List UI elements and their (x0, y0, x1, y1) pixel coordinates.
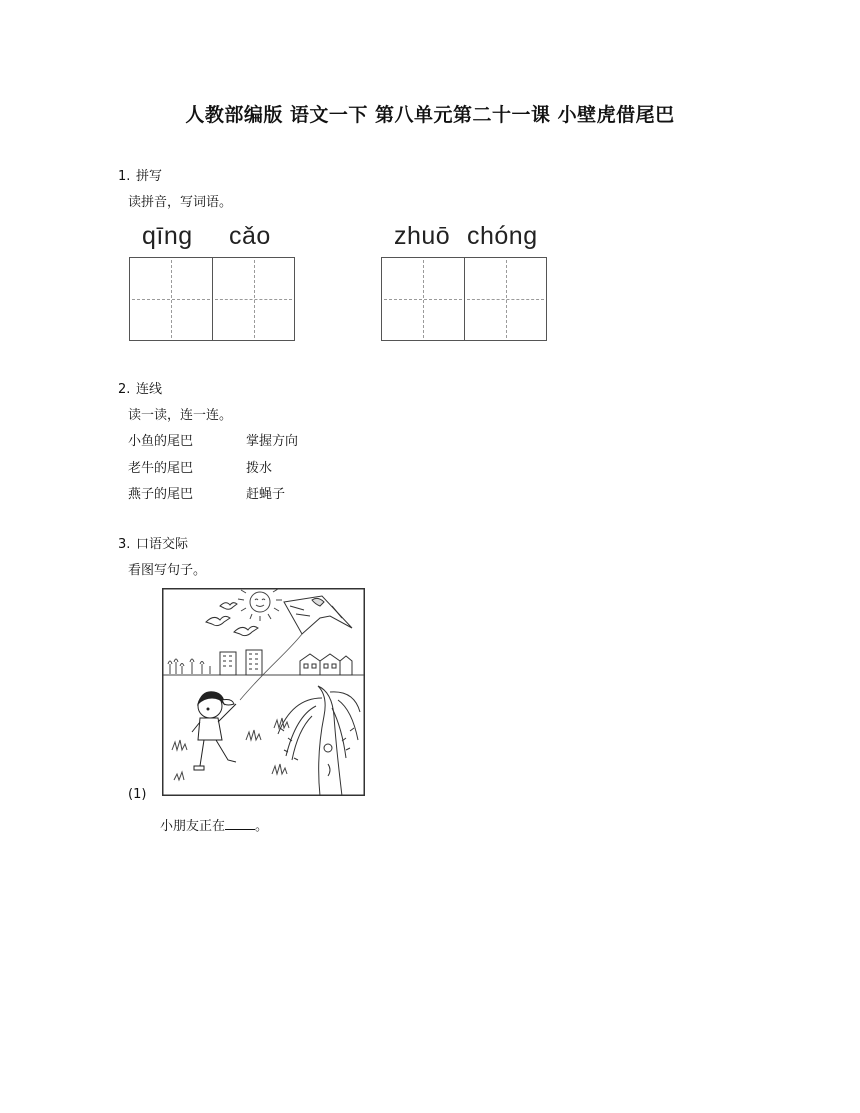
kite-flying-illustration (162, 588, 365, 796)
match-left-item[interactable]: 老牛的尾巴 (128, 461, 194, 476)
writing-grid-2[interactable] (381, 257, 547, 341)
character-box[interactable] (130, 258, 212, 340)
word-block-1 (130, 222, 296, 251)
sentence-prefix: 小朋友正在 (160, 819, 226, 834)
question-number: 3. (118, 537, 131, 552)
pinyin-syllable: chóng (467, 222, 538, 250)
question-title: 口语交际 (136, 537, 189, 552)
page-title: 人教部编版 语文一下 第八单元第二十一课 小壁虎借尾巴 (185, 104, 675, 126)
sentence-completion (160, 815, 268, 834)
sentence-suffix: 。 (255, 819, 269, 834)
character-box[interactable] (212, 258, 294, 340)
question-number: 1. (118, 169, 131, 184)
pinyin-row (382, 222, 548, 251)
match-right-item[interactable]: 掌握方向 (246, 434, 299, 449)
question-title: 连线 (136, 382, 163, 397)
writing-grid-1[interactable] (129, 257, 295, 341)
question-3-instruction: 看图写句子。 (128, 563, 207, 578)
question-1-heading (118, 165, 162, 184)
pinyin-row (130, 222, 296, 251)
question-1-instruction: 读拼音，写词语。 (128, 195, 233, 210)
question-number: 2. (118, 382, 131, 397)
sub-question-label: (1) (128, 787, 147, 802)
match-right-item[interactable]: 拨水 (246, 461, 273, 476)
character-box[interactable] (382, 258, 464, 340)
pinyin-syllable: cǎo (229, 222, 271, 250)
pinyin-syllable: qīng (142, 222, 193, 250)
match-right-item[interactable]: 赶蝇子 (246, 487, 286, 502)
question-3-heading (118, 533, 188, 552)
match-left-item[interactable]: 小鱼的尾巴 (128, 434, 194, 449)
answer-blank[interactable] (225, 817, 255, 830)
question-2-instruction: 读一读，连一连。 (128, 408, 233, 423)
word-block-2 (382, 222, 548, 251)
pinyin-syllable: zhuō (394, 222, 451, 250)
question-title: 拼写 (136, 169, 163, 184)
character-box[interactable] (464, 258, 546, 340)
match-left-item[interactable]: 燕子的尾巴 (128, 487, 194, 502)
question-2-heading (118, 378, 162, 397)
